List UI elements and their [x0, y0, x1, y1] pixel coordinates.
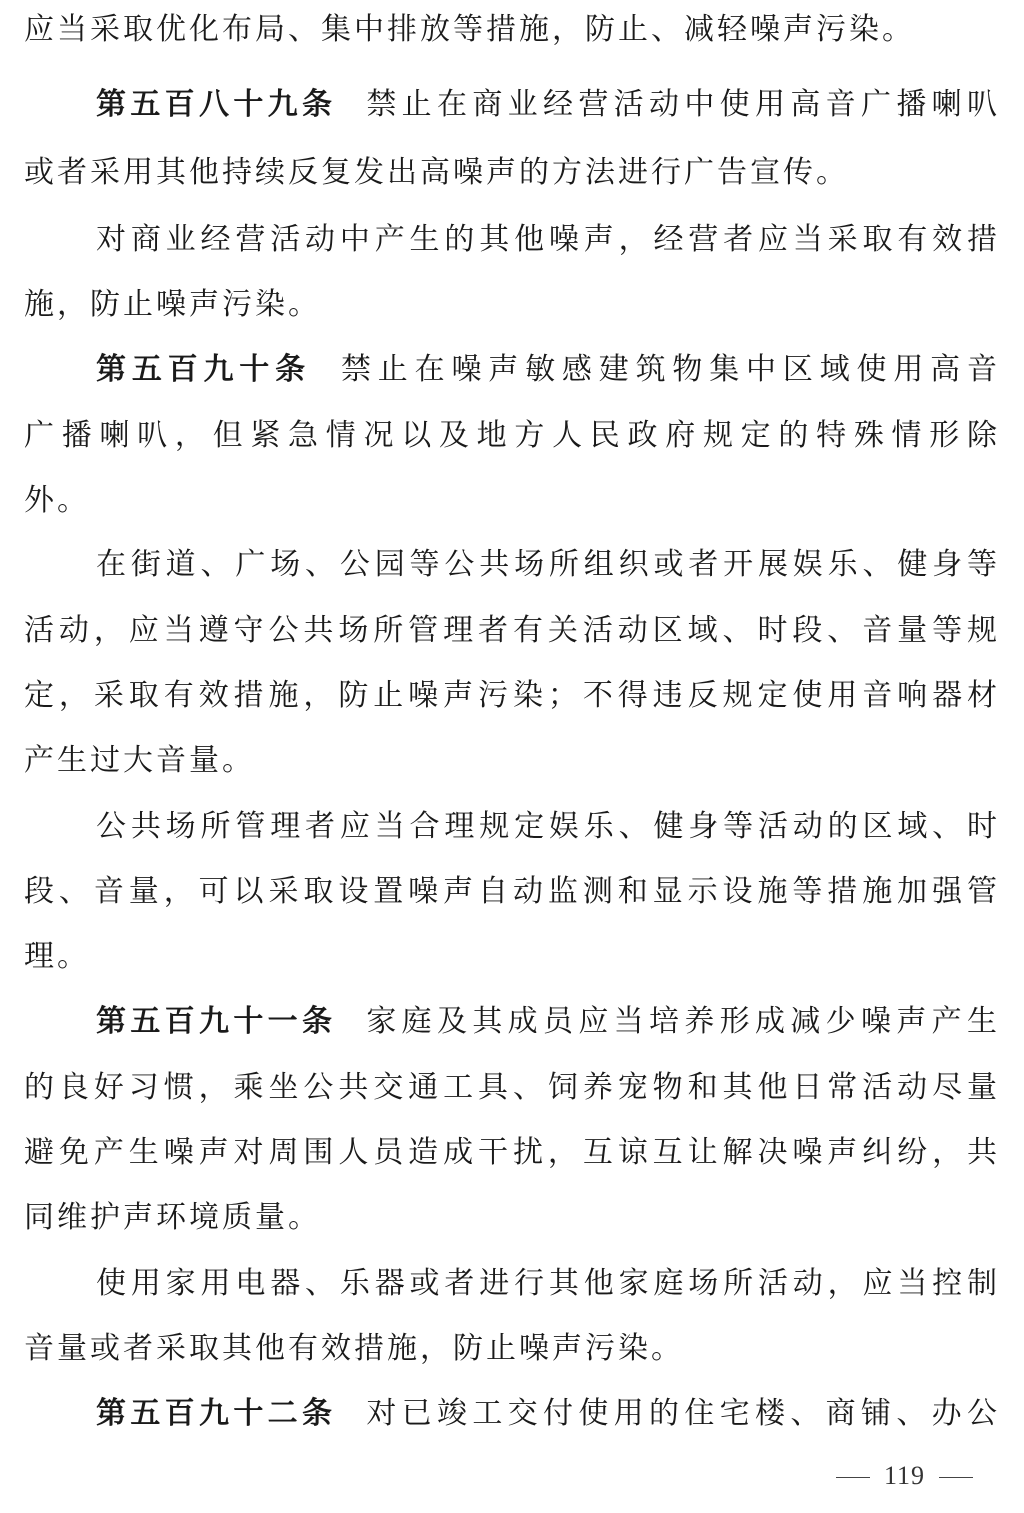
text-line: 施，防止噪声污染。 [24, 287, 321, 322]
text-line: 理。 [24, 939, 90, 974]
article-text: 家庭及其成员应当培养形成减少噪声产生 [366, 1004, 1001, 1039]
article-heading-line [96, 1394, 1000, 1434]
article-text: 禁止在噪声敏感建筑物集中区域使用高音 [340, 352, 1001, 387]
text-line: 定，采取有效措施，防止噪声污染；不得违反规定使用音响器材 [24, 678, 1000, 713]
text-line: 的良好习惯，乘坐公共交通工具、饲养宠物和其他日常活动尽量 [24, 1070, 1000, 1105]
article-number-590: 第五百九十条 [96, 352, 311, 387]
article-heading-line [96, 350, 1000, 390]
text-line: 避免产生噪声对周围人员造成干扰，互谅互让解决噪声纠纷，共 [24, 1135, 1000, 1170]
article-heading-line [96, 1002, 1000, 1042]
article-text: 对已竣工交付使用的住宅楼、商铺、办公 [366, 1396, 1001, 1431]
paragraph-first-line: 在街道、广场、公园等公共场所组织或者开展娱乐、健身等 [96, 547, 1000, 582]
text-line: 音量或者采取其他有效措施，防止噪声污染。 [24, 1331, 684, 1366]
text-line: 活动，应当遵守公共场所管理者有关活动区域、时段、音量等规 [24, 613, 1000, 648]
article-number-591: 第五百九十一条 [96, 1004, 337, 1039]
text-line: 外。 [24, 483, 90, 518]
text-line: 或者采用其他持续反复发出高噪声的方法进行广告宣传。 [24, 155, 849, 190]
text-line: 产生过大音量。 [24, 743, 255, 778]
paragraph-first-line: 使用家用电器、乐器或者进行其他家庭场所活动，应当控制 [96, 1266, 1000, 1301]
paragraph-first-line: 对商业经营活动中产生的其他噪声，经营者应当采取有效措 [96, 222, 1000, 257]
article-number-589: 第五百八十九条 [96, 87, 337, 122]
article-number-592: 第五百九十二条 [96, 1396, 337, 1431]
article-heading-line [96, 85, 1000, 125]
text-line: 应当采取优化布局、集中排放等措施，防止、减轻噪声污染。 [24, 12, 915, 47]
paragraph-first-line: 公共场所管理者应当合理规定娱乐、健身等活动的区域、时 [96, 809, 1000, 844]
footer-dash-right [939, 1477, 973, 1478]
text-line: 段、音量，可以采取设置噪声自动监测和显示设施等措施加强管 [24, 874, 1000, 909]
text-line: 同维护声环境质量。 [24, 1200, 321, 1235]
text-line: 广播喇叭，但紧急情况以及地方人民政府规定的特殊情形除 [24, 418, 1000, 453]
footer-dash-left [836, 1477, 870, 1478]
page-number: 119 [884, 1461, 926, 1490]
page-footer [836, 1458, 996, 1494]
article-text: 禁止在商业经营活动中使用高音广播喇叭 [366, 87, 1001, 122]
